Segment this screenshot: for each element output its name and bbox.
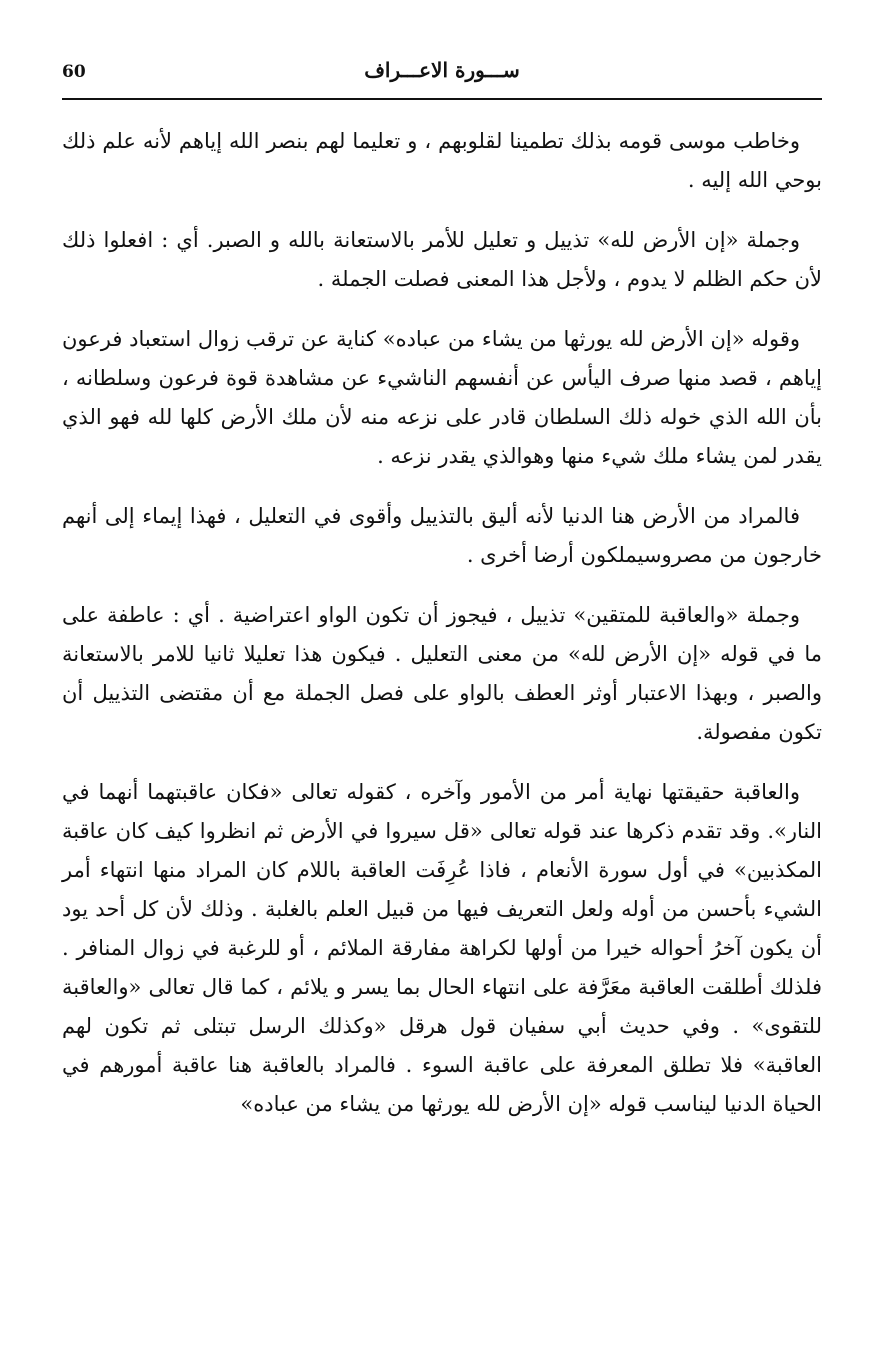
paragraph: فالمراد من الأرض هنا الدنيا لأنه أليق بالتذييل وأقوى في التعليل ، فهذا إيماء إلى أنهم خارجون من مصروسيملكون أرضا أخرى . (62, 504, 822, 567)
surah-title: ســـورة الاعـــراف (364, 58, 520, 82)
paragraph: والعاقبة حقيقتها نهاية أمر من الأمور وآخره ، كقوله تعالى «فكان عاقبتهما أنهما في النار». وقد تقدم ذكرها عند قوله تعالى «قل سيروا في الأرض ثم انظروا كيف كان عاقبة المكذبين» في أول سورة الأنعام ، فاذا عُرِفَت العاقبة باللام كان المراد منها انتهاء أمر الشيء بأحسن من أوله ولعل التعريف فيها من قبيل العلم بالغلبة . وذلك لأن كل أحد يود أن يكون آخرُ أحواله خيرا من أولها لكراهة مفارقة الملائم ، أو للرغبة في زوال المنافر . فلذلك أطلقت العاقبة معَرَّفة على انتهاء الحال بما يسر و يلائم ، كما قال تعالى «والعاقبة للتقوى» . وفي حديث أبي سفيان قول هرقل «وكذلك الرسل تبتلى ثم تكون لهم العاقبة» فلا تطلق المعرفة على عاقبة السوء . فالمراد بالعاقبة هنا عاقبة أمورهم في الحياة الدنيا ليناسب قوله «إن الأرض لله يورثها من يشاء من عباده» (62, 780, 822, 1116)
page-body (62, 122, 822, 1124)
paragraph: وجملة «والعاقبة للمتقين» تذييل ، فيجوز أن تكون الواو اعتراضية . أي : عاطفة على ما في قوله «إن الأرض لله» من معنى التعليل . فيكون هذا تعليلا ثانيا للامر بالاستعانة والصبر ، وبهذا الاعتبار أوثر العطف بالواو على فصل الجملة مع أن مقتضى التذييل أن تكون مفصولة. (62, 603, 822, 744)
paragraph: وخاطب موسى قومه بذلك تطمينا لقلوبهم ، و تعليما لهم بنصر الله إياهم لأنه علم ذلك بوحي الله إليه . (62, 129, 822, 192)
paragraph: وقوله «إن الأرض لله يورثها من يشاء من عباده» كناية عن ترقب زوال استعباد فرعون إياهم ، قصد منها صرف اليأس عن أنفسهم الناشيء عن مشاهدة قوة فرعون وسلطانه ، بأن الله الذي خوله ذلك السلطان قادر على نزعه منه لأن ملك الأرض كلها لله فهو الذي يقدر لمن يشاء ملك شيء منها وهوالذي يقدر نزعه . (62, 327, 822, 468)
page-header (62, 56, 822, 96)
page-number: 60 (62, 62, 86, 82)
header-divider (62, 98, 822, 100)
paragraph: وجملة «إن الأرض لله» تذييل و تعليل للأمر بالاستعانة بالله و الصبر. أي : افعلوا ذلك لأن حكم الظلم لا يدوم ، ولأجل هذا المعنى فصلت الجملة . (62, 228, 822, 291)
